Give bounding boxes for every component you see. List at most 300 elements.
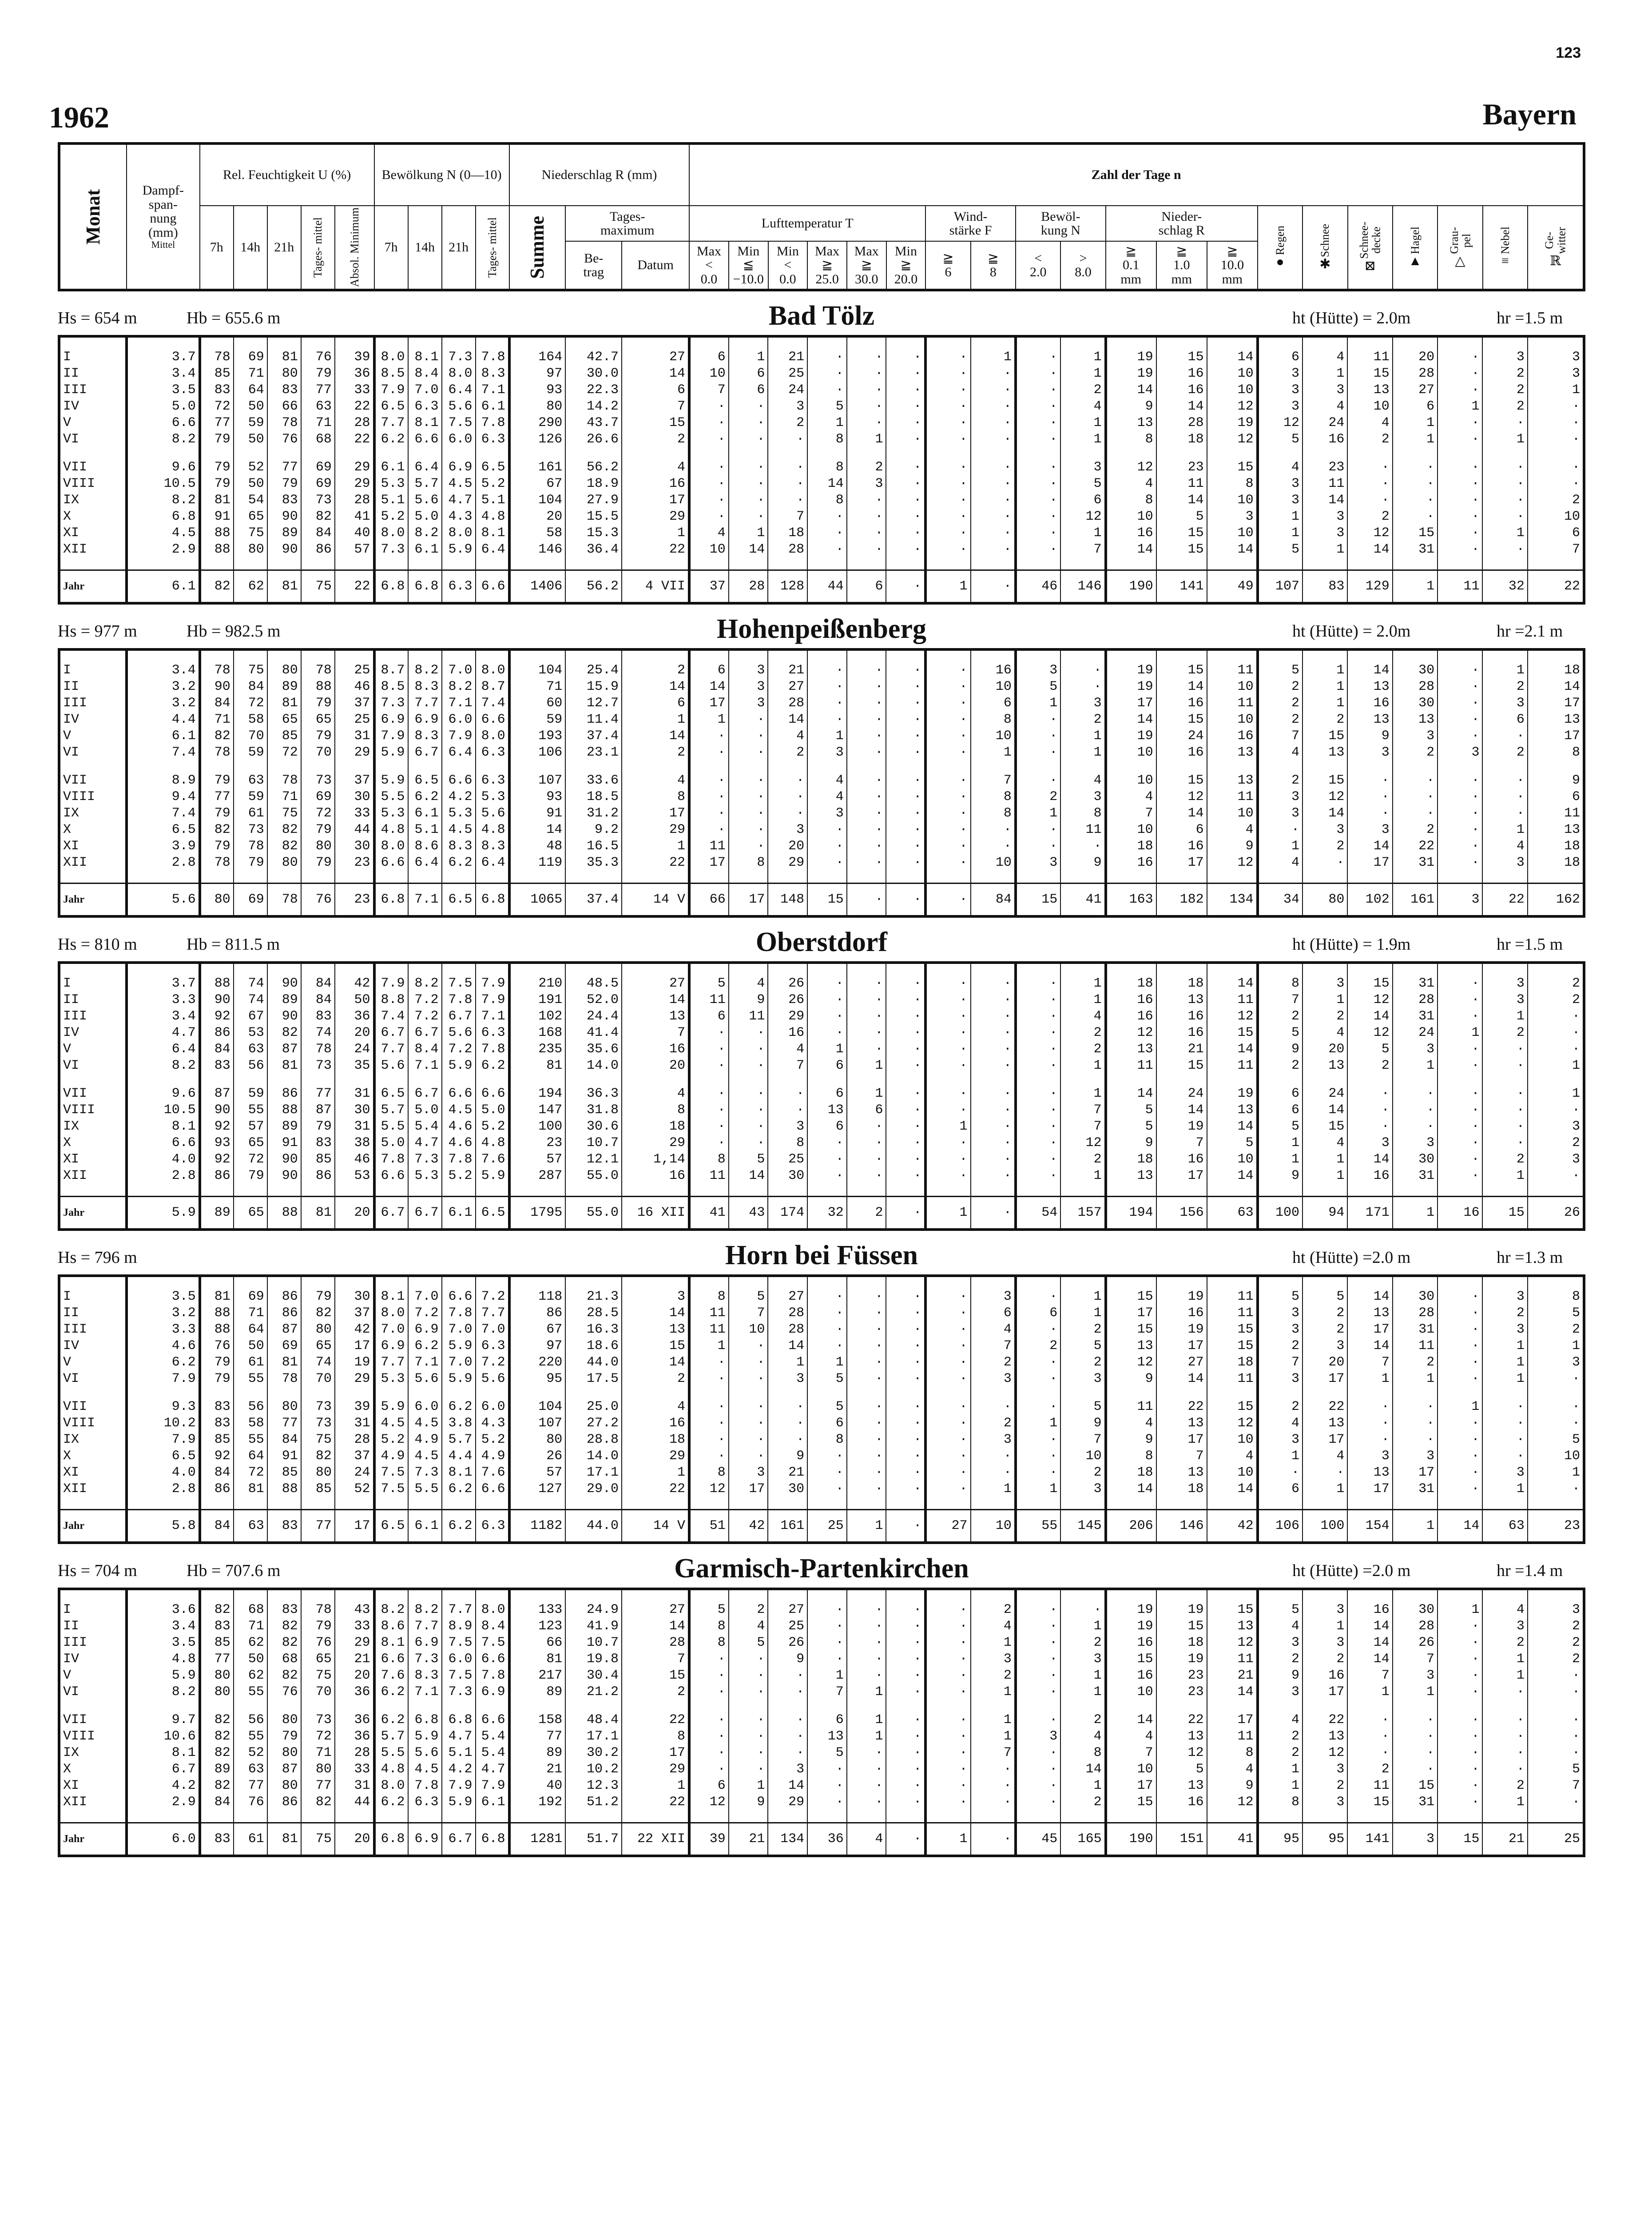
data-cell: 7	[1258, 728, 1303, 744]
data-cell: 6.2	[442, 1481, 476, 1497]
data-cell: 41	[1207, 1823, 1258, 1856]
data-cell: 31	[1393, 1008, 1438, 1025]
data-cell: 5.9	[408, 1728, 442, 1745]
data-cell: 2	[1060, 1041, 1105, 1058]
data-cell: 161	[768, 1510, 807, 1543]
data-cell: 88	[267, 1102, 301, 1118]
data-cell: 6.3	[408, 398, 442, 415]
data-cell: 6	[729, 382, 768, 398]
data-cell: ·	[847, 1635, 886, 1651]
month-label: VI	[59, 431, 127, 448]
data-cell: ·	[925, 1168, 970, 1184]
data-cell: 15	[1207, 1602, 1258, 1618]
data-cell: 83	[301, 1008, 335, 1025]
data-cell: 7.6	[476, 1465, 509, 1481]
data-cell: 3	[729, 662, 768, 679]
month-row	[59, 431, 1584, 448]
data-cell: 7.7	[408, 1618, 442, 1635]
data-cell: 26	[768, 975, 807, 992]
data-cell: 6	[1528, 789, 1584, 805]
niedk-col-1: ≧ 1.0 mm	[1156, 241, 1207, 290]
data-cell: 15	[1156, 1058, 1207, 1074]
month-label: IX	[59, 805, 127, 822]
data-cell: 18	[1528, 662, 1584, 679]
data-cell: 190	[1106, 1823, 1156, 1856]
data-cell: 72	[200, 398, 234, 415]
data-cell: 6.0	[442, 431, 476, 448]
month-row	[59, 1415, 1584, 1432]
data-cell: ·	[847, 855, 886, 871]
data-cell: 42	[335, 1321, 374, 1338]
data-cell: ·	[925, 789, 970, 805]
data-cell: 10	[689, 366, 729, 382]
data-cell: 10	[1207, 525, 1258, 541]
data-cell: 15	[1303, 1118, 1347, 1135]
data-cell: 4	[1106, 1415, 1156, 1432]
data-cell: 73	[301, 1712, 335, 1728]
month-label: V	[59, 415, 127, 431]
spacer-row	[59, 1184, 1584, 1197]
data-cell: 12	[1347, 992, 1392, 1008]
data-cell: 2	[1258, 712, 1303, 728]
ph-regen: Regen	[1273, 226, 1287, 255]
data-cell: 8.5	[374, 679, 408, 695]
data-cell: 30	[768, 1168, 807, 1184]
data-cell: 63	[1482, 1510, 1527, 1543]
data-cell: 82	[267, 1025, 301, 1041]
data-cell: 79	[200, 476, 234, 492]
data-cell: 1	[925, 1118, 970, 1135]
data-cell: 9	[1207, 838, 1258, 855]
data-cell: 37.4	[565, 884, 622, 917]
data-cell: 7	[1060, 1432, 1105, 1448]
data-cell: ·	[1016, 492, 1060, 509]
data-cell: 14	[1106, 382, 1156, 398]
data-cell: ·	[971, 570, 1016, 604]
data-cell: 4	[1303, 349, 1347, 366]
data-cell: 12	[1060, 1135, 1105, 1151]
data-cell: 15	[1303, 728, 1347, 744]
data-cell: 1	[1482, 525, 1527, 541]
data-cell: 4	[768, 728, 807, 744]
data-cell: 16	[1347, 1168, 1392, 1184]
month-label: I	[59, 349, 127, 366]
data-cell: 1	[1482, 1371, 1527, 1387]
data-cell: 7	[768, 509, 807, 525]
data-cell: ·	[1438, 1668, 1482, 1684]
station-data-table	[58, 961, 1585, 1231]
data-cell: 13	[1528, 822, 1584, 838]
data-cell: ·	[886, 1354, 925, 1371]
data-cell: ·	[1528, 476, 1584, 492]
data-cell: ·	[1438, 992, 1482, 1008]
data-cell: 7.8	[374, 1151, 408, 1168]
data-cell: 77	[301, 1086, 335, 1102]
data-cell: 30.4	[565, 1668, 622, 1684]
data-cell: ·	[886, 1778, 925, 1794]
data-cell: ·	[729, 1338, 768, 1354]
data-cell: 7.8	[476, 415, 509, 431]
data-cell: 48	[509, 838, 566, 855]
data-cell: 5.9	[442, 1371, 476, 1387]
data-cell: 2	[1258, 1338, 1303, 1354]
data-cell: 1	[729, 525, 768, 541]
data-cell: 52	[335, 1481, 374, 1497]
data-cell: ·	[1438, 789, 1482, 805]
data-cell: ·	[925, 525, 970, 541]
data-cell: 80	[267, 1399, 301, 1415]
data-cell: 11	[1207, 1651, 1258, 1668]
data-cell: 12	[1207, 1415, 1258, 1432]
data-cell: 64	[234, 1321, 267, 1338]
data-cell: ·	[807, 1321, 847, 1338]
data-cell: 5.5	[374, 1745, 408, 1761]
month-row	[59, 992, 1584, 1008]
data-cell: 80	[301, 1465, 335, 1481]
data-cell: 64	[234, 382, 267, 398]
data-cell: 28	[335, 1745, 374, 1761]
data-cell: 37	[335, 695, 374, 712]
data-cell: 14	[1156, 398, 1207, 415]
data-cell: 84	[301, 975, 335, 992]
data-cell: 5.0	[374, 1135, 408, 1151]
data-cell: ·	[1016, 1025, 1060, 1041]
data-cell: 13	[1156, 1465, 1207, 1481]
data-cell: 4.7	[442, 1728, 476, 1745]
data-cell: ·	[1438, 805, 1482, 822]
data-cell: ·	[1016, 1465, 1060, 1481]
data-cell: ·	[1060, 1602, 1105, 1618]
data-cell: 91	[200, 509, 234, 525]
data-cell: ·	[689, 1354, 729, 1371]
data-cell: 70	[301, 1684, 335, 1700]
ph-nebel: Nebel	[1498, 227, 1512, 255]
data-cell: 2	[622, 431, 689, 448]
data-cell: 3	[1060, 459, 1105, 476]
data-cell: 5.9	[374, 772, 408, 789]
data-cell: ·	[971, 525, 1016, 541]
data-cell: 15	[1303, 772, 1347, 789]
data-cell: 2	[1482, 382, 1527, 398]
month-label: III	[59, 382, 127, 398]
data-cell: 6	[807, 1086, 847, 1102]
data-cell: 6	[689, 662, 729, 679]
data-cell: ·	[925, 712, 970, 728]
data-cell: 9	[1106, 1432, 1156, 1448]
data-cell: 78	[200, 744, 234, 761]
data-cell: ·	[807, 509, 847, 525]
data-cell: 1	[1393, 1197, 1438, 1230]
data-cell: ·	[689, 431, 729, 448]
data-cell: 1	[807, 1354, 847, 1371]
data-cell: 2	[1016, 1338, 1060, 1354]
data-cell: 18	[1207, 1354, 1258, 1371]
data-cell: 28	[1393, 1305, 1438, 1321]
data-cell: 19	[1207, 1086, 1258, 1102]
data-cell: 78	[200, 855, 234, 871]
data-cell: 5	[807, 1399, 847, 1415]
data-cell: ·	[729, 1684, 768, 1700]
station-list	[58, 300, 1585, 1857]
data-cell: 35.6	[565, 1041, 622, 1058]
data-cell: 4.8	[374, 1761, 408, 1778]
data-cell: 3	[1303, 382, 1347, 398]
data-cell: 12	[1207, 1008, 1258, 1025]
data-cell: 3	[1482, 992, 1527, 1008]
data-cell: 8.5	[374, 366, 408, 382]
data-cell: 6.4	[442, 382, 476, 398]
data-cell: 59	[234, 744, 267, 761]
month-label: V	[59, 1354, 127, 1371]
month-row	[59, 459, 1584, 476]
data-cell: 14	[622, 728, 689, 744]
data-cell: 8.1	[374, 1289, 408, 1305]
data-cell: 3	[1258, 382, 1303, 398]
data-cell: 89	[267, 992, 301, 1008]
data-cell: 23	[335, 855, 374, 871]
data-cell: ·	[1060, 662, 1105, 679]
data-cell: ·	[971, 1118, 1016, 1135]
data-cell: 77	[267, 459, 301, 476]
data-cell: 14	[622, 992, 689, 1008]
data-cell: 1	[1482, 431, 1527, 448]
data-cell: 57	[335, 541, 374, 558]
data-cell: 1	[1303, 366, 1347, 382]
data-cell: 1	[1060, 1618, 1105, 1635]
data-cell: ·	[768, 772, 807, 789]
data-cell: 87	[267, 1321, 301, 1338]
data-cell: 76	[267, 431, 301, 448]
data-cell: 4.8	[476, 822, 509, 838]
data-cell: ·	[886, 1008, 925, 1025]
data-cell: 100	[1303, 1510, 1347, 1543]
data-cell: ·	[1438, 975, 1482, 992]
data-cell: 12	[1347, 1025, 1392, 1041]
data-cell: 20	[335, 1668, 374, 1684]
data-cell: ·	[886, 662, 925, 679]
data-cell: ·	[925, 1794, 970, 1811]
data-cell: 5	[1528, 1432, 1584, 1448]
data-cell: 81	[200, 1289, 234, 1305]
ph-schnee: Schnee	[1318, 223, 1332, 257]
data-cell: 4	[1060, 1008, 1105, 1025]
data-cell: 1	[1482, 1338, 1527, 1354]
data-cell: 2	[1393, 1354, 1438, 1371]
data-cell: 76	[267, 1684, 301, 1700]
data-cell: 58	[234, 1415, 267, 1432]
data-cell: 16	[1303, 431, 1347, 448]
data-cell: ·	[971, 1197, 1016, 1230]
data-cell: ·	[1438, 838, 1482, 855]
data-cell: 5	[1258, 1025, 1303, 1041]
data-cell: ·	[1482, 459, 1527, 476]
data-cell: 287	[509, 1168, 566, 1184]
data-cell: 7.0	[442, 1321, 476, 1338]
data-cell: 8	[729, 855, 768, 871]
data-cell: 2	[1258, 1008, 1303, 1025]
data-cell: 163	[1106, 884, 1156, 917]
data-cell: 1	[1438, 1025, 1482, 1041]
data-cell: 107	[1258, 570, 1303, 604]
data-cell: 193	[509, 728, 566, 744]
data-cell: 87	[301, 1102, 335, 1118]
month-row	[59, 855, 1584, 871]
data-cell: 7.4	[476, 695, 509, 712]
data-cell: ·	[768, 1684, 807, 1700]
data-cell: 7	[1347, 1354, 1392, 1371]
data-cell: 8.3	[476, 366, 509, 382]
data-cell: 28	[622, 1635, 689, 1651]
data-cell: 1	[1258, 1448, 1303, 1465]
data-cell: ·	[886, 382, 925, 398]
header-bewoelkung-n: Bewöl- kung N	[1016, 206, 1106, 241]
month-row	[59, 772, 1584, 789]
data-cell: 15	[1207, 459, 1258, 476]
data-cell: 36	[335, 1712, 374, 1728]
header-datum: Datum	[622, 241, 689, 290]
data-cell: 5.6	[476, 805, 509, 822]
data-cell: 1	[971, 1635, 1016, 1651]
data-cell: 46	[1016, 570, 1060, 604]
data-cell: 84	[200, 695, 234, 712]
data-cell: 6	[689, 1778, 729, 1794]
month-label: X	[59, 822, 127, 838]
data-cell: 89	[267, 1118, 301, 1135]
data-cell: 6.5	[374, 1510, 408, 1543]
data-cell: ·	[807, 1289, 847, 1305]
data-cell: ·	[1528, 1168, 1584, 1184]
data-cell: 3	[1347, 1135, 1392, 1151]
data-cell: 104	[509, 492, 566, 509]
data-cell: 8	[1258, 975, 1303, 992]
data-cell: 18	[1156, 431, 1207, 448]
data-cell: ·	[1482, 415, 1527, 431]
data-cell: ·	[1438, 712, 1482, 728]
data-cell: ·	[1393, 1761, 1438, 1778]
data-cell: 1	[971, 1481, 1016, 1497]
data-cell: 1	[1303, 1168, 1347, 1184]
data-cell: 5	[1528, 1761, 1584, 1778]
data-cell: 6.0	[442, 1651, 476, 1668]
data-cell: 3	[1347, 744, 1392, 761]
data-cell: 1	[971, 744, 1016, 761]
data-cell: 6.6	[476, 1086, 509, 1102]
data-cell: ·	[925, 541, 970, 558]
data-cell: 2	[847, 459, 886, 476]
data-cell: 14	[1106, 541, 1156, 558]
data-cell: 28	[1393, 679, 1438, 695]
data-cell: ·	[886, 1618, 925, 1635]
data-cell: 4	[1303, 1135, 1347, 1151]
data-cell: 84	[971, 884, 1016, 917]
data-cell: 30	[1393, 1151, 1438, 1168]
data-cell: ·	[1438, 1712, 1482, 1728]
data-cell: 5.6	[442, 398, 476, 415]
data-cell: 77	[509, 1728, 566, 1745]
data-cell: 14	[1347, 1635, 1392, 1651]
data-cell: ·	[1016, 415, 1060, 431]
data-cell: 2.9	[127, 541, 200, 558]
data-cell: 15	[1016, 884, 1060, 917]
data-cell: 14.2	[565, 398, 622, 415]
data-cell: 5.6	[408, 1745, 442, 1761]
data-cell: 5.3	[476, 789, 509, 805]
data-cell: ·	[886, 431, 925, 448]
data-cell: 6.5	[442, 884, 476, 917]
data-cell: 2	[1393, 744, 1438, 761]
data-cell: 83	[200, 382, 234, 398]
data-cell: 72	[234, 1465, 267, 1481]
data-cell: 30	[335, 1289, 374, 1305]
data-cell: ·	[971, 366, 1016, 382]
data-cell: 8.2	[408, 1602, 442, 1618]
data-cell: 5.3	[442, 805, 476, 822]
data-cell: 1	[1258, 1761, 1303, 1778]
data-cell: 8	[622, 789, 689, 805]
data-cell: 81	[267, 570, 301, 604]
gewitter-icon: ℝ	[1550, 253, 1561, 268]
data-cell: ·	[925, 1399, 970, 1415]
data-cell: ·	[847, 1338, 886, 1354]
data-cell: 82	[267, 822, 301, 838]
data-cell: 7	[1060, 541, 1105, 558]
data-cell: 23	[1303, 459, 1347, 476]
data-cell: ·	[925, 855, 970, 871]
data-cell: 7.5	[442, 1635, 476, 1651]
data-cell: ·	[1016, 1168, 1060, 1184]
data-cell: 39	[335, 349, 374, 366]
data-cell: 1	[1438, 1399, 1482, 1415]
data-cell: 33	[335, 382, 374, 398]
data-cell: 1	[1393, 415, 1438, 431]
data-cell: 17	[622, 1745, 689, 1761]
data-cell: 20	[1393, 349, 1438, 366]
data-cell: 75	[301, 1668, 335, 1684]
data-cell: 16.3	[565, 1321, 622, 1338]
data-cell: 7.2	[408, 992, 442, 1008]
data-cell: 5	[689, 1602, 729, 1618]
month-row	[59, 712, 1584, 728]
data-cell: 7.9	[374, 975, 408, 992]
data-cell: 4.7	[442, 492, 476, 509]
data-cell: 106	[1258, 1510, 1303, 1543]
data-cell: ·	[1528, 1415, 1584, 1432]
data-cell: 7	[729, 1305, 768, 1321]
data-cell: 14	[622, 679, 689, 695]
data-cell: ·	[768, 1745, 807, 1761]
station-block	[58, 1553, 1585, 1857]
data-cell: ·	[689, 509, 729, 525]
data-cell: 17	[689, 695, 729, 712]
data-cell: 7.2	[408, 1008, 442, 1025]
data-cell: 25	[768, 1151, 807, 1168]
data-cell: 42.7	[565, 349, 622, 366]
data-cell: 17	[1303, 1371, 1347, 1387]
data-cell: 17	[1156, 1168, 1207, 1184]
data-cell: 11	[1528, 805, 1584, 822]
data-cell: 77	[301, 382, 335, 398]
data-cell: ·	[886, 1305, 925, 1321]
data-cell: ·	[847, 662, 886, 679]
data-cell: 7.2	[476, 1354, 509, 1371]
data-cell: 8	[1060, 805, 1105, 822]
data-cell: ·	[1438, 1415, 1482, 1432]
data-cell: 2	[768, 744, 807, 761]
data-cell: ·	[807, 1135, 847, 1151]
data-cell: 31	[335, 1086, 374, 1102]
spacer-row	[59, 871, 1584, 884]
data-cell: 30	[1393, 662, 1438, 679]
